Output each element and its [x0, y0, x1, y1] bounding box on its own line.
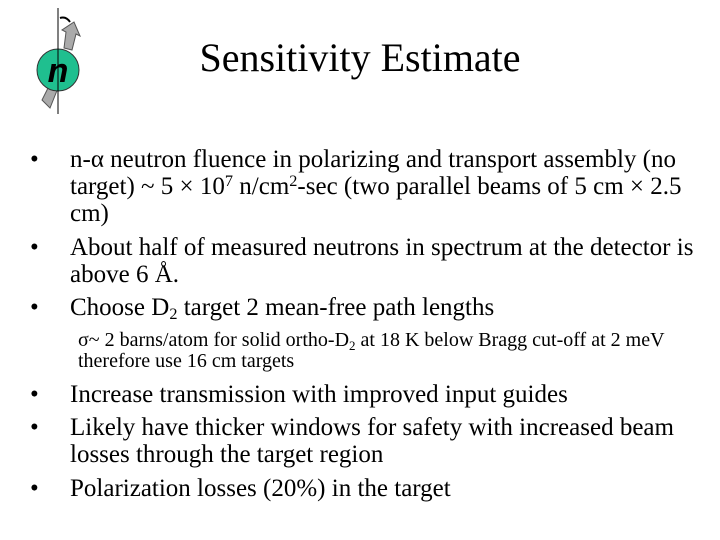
- neutron-spin-logo: [20, 0, 100, 120]
- svg-text:n: n: [47, 52, 69, 90]
- slide-title: Sensitivity Estimate: [199, 35, 521, 80]
- sub-bullet: σ~ 2 barns/atom for solid ortho-$D_2$ at 18 K below Bragg cut-off at 2 meV therefore use 16 cm targets: [78, 329, 665, 372]
